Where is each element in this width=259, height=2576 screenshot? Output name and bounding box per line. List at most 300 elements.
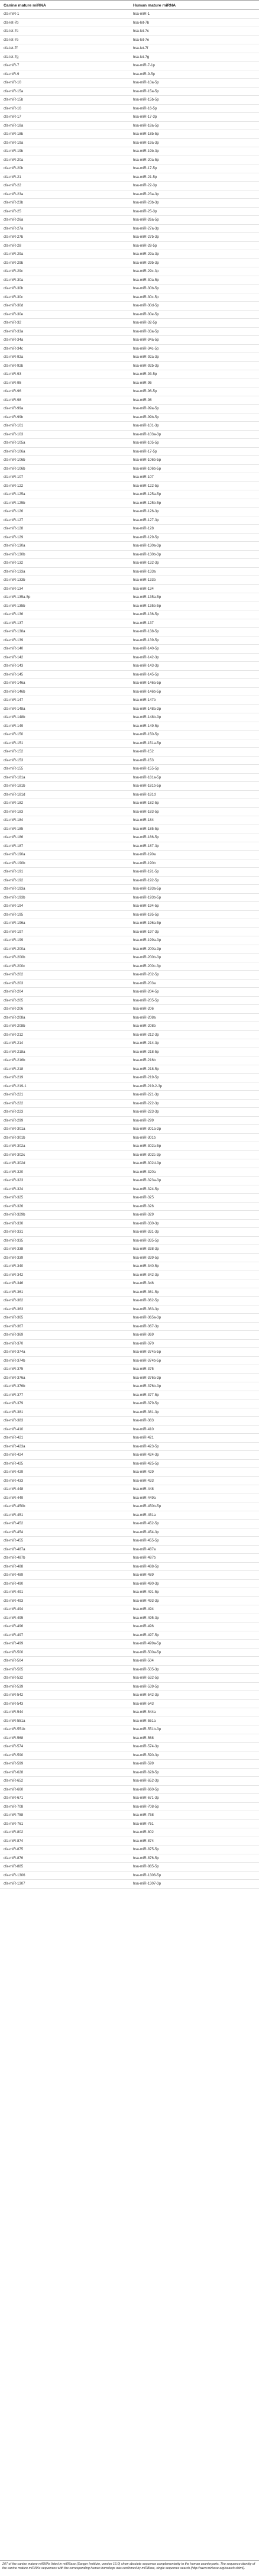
human-mirna-cell: hsa-miR-338-3p xyxy=(133,1247,159,1251)
human-mirna-cell: hsa-miR-182-5p xyxy=(133,801,159,805)
table-row xyxy=(0,353,259,362)
human-mirna-cell: hsa-miR-26a-5p xyxy=(133,218,159,222)
table-row xyxy=(0,267,259,276)
human-mirna-cell: hsa-miR-99b-5p xyxy=(133,415,159,419)
human-mirna-cell: hsa-miR-9-5p xyxy=(133,72,155,76)
table-row xyxy=(0,105,259,114)
human-mirna-cell: hsa-miR-134 xyxy=(133,586,154,591)
canine-mirna-cell: cfa-miR-126 xyxy=(4,509,24,513)
canine-mirna-cell: cfa-miR-374b xyxy=(4,1358,25,1363)
table-row xyxy=(0,473,259,482)
canine-mirna-cell: cfa-miR-361 xyxy=(4,1289,24,1294)
table-row xyxy=(0,1399,259,1408)
table-row xyxy=(0,44,259,53)
canine-mirna-cell: cfa-let-7f xyxy=(4,46,18,50)
table-row xyxy=(0,748,259,757)
human-mirna-cell: hsa-miR-133a xyxy=(133,569,156,574)
canine-mirna-cell: cfa-miR-454 xyxy=(4,1530,24,1534)
human-mirna-cell: hsa-miR-455-5p xyxy=(133,1539,159,1543)
human-mirna-cell: hsa-miR-574-3p xyxy=(133,1744,159,1748)
human-mirna-cell: hsa-miR-539-5p xyxy=(133,1684,159,1689)
human-mirna-cell: hsa-miR-193b-5p xyxy=(133,895,161,900)
table-row xyxy=(0,1426,259,1434)
table-row xyxy=(0,1734,259,1743)
canine-mirna-cell: cfa-miR-494 xyxy=(4,1607,24,1611)
human-mirna-cell: hsa-miR-208a xyxy=(133,1015,156,1020)
table-row xyxy=(0,1571,259,1580)
table-row xyxy=(0,516,259,525)
table-row xyxy=(0,302,259,311)
human-mirna-cell: hsa-miR-219-2-3p xyxy=(133,1084,163,1088)
human-mirna-cell: hsa-miR-92b-3p xyxy=(133,363,159,368)
canine-mirna-cell: cfa-miR-491 xyxy=(4,1590,24,1594)
human-mirna-cell: hsa-miR-29b-3p xyxy=(133,260,159,265)
human-mirna-cell: hsa-miR-543 xyxy=(133,1701,154,1706)
table-row xyxy=(0,1159,259,1168)
human-mirna-cell: hsa-miR-135a-5p xyxy=(133,595,161,599)
human-mirna-cell: hsa-miR-424-3p xyxy=(133,1453,159,1457)
human-mirna-cell: hsa-miR-1 xyxy=(133,12,150,16)
table-row xyxy=(0,1348,259,1357)
human-mirna-cell: hsa-miR-376a-3p xyxy=(133,1375,161,1380)
human-mirna-cell: hsa-miR-146a-5p xyxy=(133,681,161,685)
human-mirna-cell: hsa-miR-29c-3p xyxy=(133,269,159,273)
human-mirna-cell: hsa-miR-429 xyxy=(133,1470,154,1474)
human-mirna-cell: hsa-miR-23b-3p xyxy=(133,201,159,205)
canine-mirna-cell: cfa-miR-200a xyxy=(4,946,25,951)
canine-mirna-cell: cfa-miR-93 xyxy=(4,372,21,376)
human-mirna-cell: hsa-miR-30e-5p xyxy=(133,312,159,316)
table-row xyxy=(0,988,259,997)
canine-mirna-cell: cfa-miR-758 xyxy=(4,1813,24,1817)
human-mirna-cell: hsa-miR-181a-5p xyxy=(133,775,161,780)
canine-mirna-cell: cfa-miR-26a xyxy=(4,218,24,222)
canine-mirna-cell: cfa-miR-335 xyxy=(4,1238,24,1243)
table-row xyxy=(0,113,259,122)
table-row xyxy=(0,722,259,731)
human-mirna-cell: hsa-miR-17-3p xyxy=(133,115,157,119)
table-row xyxy=(0,534,259,542)
table-row xyxy=(0,1674,259,1683)
table-row xyxy=(0,602,259,611)
table-row xyxy=(0,662,259,671)
human-mirna-cell: hsa-miR-181b-5p xyxy=(133,784,161,788)
table-row xyxy=(0,1580,259,1589)
human-mirna-cell: hsa-miR-885-5p xyxy=(133,1864,159,1869)
table-row xyxy=(0,1443,259,1452)
human-mirna-cell: hsa-miR-30a-5p xyxy=(133,277,159,282)
table-row xyxy=(0,1391,259,1400)
canine-mirna-cell: cfa-miR-190b xyxy=(4,861,25,865)
table-row xyxy=(0,1305,259,1314)
table-row xyxy=(0,808,259,817)
canine-mirna-cell: cfa-miR-193b xyxy=(4,895,25,900)
table-row xyxy=(0,225,259,234)
canine-mirna-cell: cfa-miR-30c xyxy=(4,295,23,299)
human-mirna-cell: hsa-miR-370 xyxy=(133,1341,154,1346)
canine-mirna-cell: cfa-miR-196a xyxy=(4,921,25,925)
table-row xyxy=(0,1451,259,1460)
human-mirna-cell: hsa-miR-599 xyxy=(133,1761,154,1766)
canine-mirna-cell: cfa-miR-193a xyxy=(4,887,25,891)
human-mirna-cell: hsa-miR-30d-5p xyxy=(133,303,159,308)
table-row xyxy=(0,568,259,577)
human-mirna-cell: hsa-miR-23a-3p xyxy=(133,192,159,196)
table-row xyxy=(0,1408,259,1417)
human-mirna-cell: hsa-miR-551a xyxy=(133,1718,156,1723)
table-row xyxy=(0,576,259,585)
table-row xyxy=(0,1108,259,1117)
table-row xyxy=(0,868,259,877)
canine-mirna-cell: cfa-miR-212 xyxy=(4,1032,24,1037)
canine-mirna-cell: cfa-miR-122 xyxy=(4,483,24,488)
table-row xyxy=(0,1863,259,1872)
table-row xyxy=(0,53,259,62)
human-mirna-cell: hsa-miR-326 xyxy=(133,1204,154,1208)
table-row xyxy=(0,1725,259,1734)
human-mirna-cell: hsa-miR-155-5p xyxy=(133,767,159,771)
human-mirna-cell: hsa-miR-105-5p xyxy=(133,441,159,445)
canine-mirna-cell: cfa-miR-487b xyxy=(4,1556,25,1560)
human-mirna-cell: hsa-miR-628-5p xyxy=(133,1770,159,1775)
table-row xyxy=(0,1048,259,1057)
canine-mirna-cell: cfa-miR-135b xyxy=(4,603,25,608)
canine-mirna-cell: cfa-miR-628 xyxy=(4,1770,24,1775)
canine-mirna-cell: cfa-miR-802 xyxy=(4,1830,24,1834)
human-mirna-cell: hsa-miR-99a-5p xyxy=(133,406,159,411)
table-row xyxy=(0,1854,259,1863)
human-mirna-cell: hsa-miR-421 xyxy=(133,1436,154,1440)
canine-mirna-cell: cfa-miR-27a xyxy=(4,226,24,231)
canine-mirna-cell: cfa-miR-599 xyxy=(4,1761,24,1766)
table-header xyxy=(0,0,259,10)
human-mirna-cell: hsa-miR-331-3p xyxy=(133,1230,159,1234)
canine-mirna-cell: cfa-miR-30d xyxy=(4,303,24,308)
canine-mirna-cell: cfa-miR-18a xyxy=(4,123,24,128)
canine-mirna-cell: cfa-miR-33a xyxy=(4,329,24,334)
canine-mirna-cell: cfa-miR-590 xyxy=(4,1753,24,1757)
table-row xyxy=(0,1022,259,1031)
canine-mirna-cell: cfa-miR-219-1 xyxy=(4,1084,27,1088)
human-mirna-cell: hsa-let-7g xyxy=(133,54,150,59)
canine-mirna-cell: cfa-miR-1306 xyxy=(4,1873,25,1877)
human-mirna-cell: hsa-miR-203a xyxy=(133,981,156,985)
canine-mirna-cell: cfa-let-7g xyxy=(4,54,19,59)
canine-mirna-cell: cfa-miR-885 xyxy=(4,1864,24,1869)
human-mirna-cell: hsa-miR-219-5p xyxy=(133,1075,159,1079)
canine-mirna-cell: cfa-miR-15b xyxy=(4,98,24,102)
canine-mirna-cell: cfa-miR-155 xyxy=(4,767,24,771)
canine-mirna-cell: cfa-miR-145 xyxy=(4,672,24,677)
canine-mirna-cell: cfa-miR-106a xyxy=(4,449,25,454)
table-row xyxy=(0,1683,259,1692)
human-mirna-cell: hsa-miR-452-5p xyxy=(133,1521,159,1525)
canine-mirna-cell: cfa-miR-323 xyxy=(4,1178,24,1182)
table-row xyxy=(0,1005,259,1014)
table-row xyxy=(0,1228,259,1237)
table-row xyxy=(0,250,259,259)
canine-mirna-cell: cfa-miR-30b xyxy=(4,286,24,290)
human-mirna-cell: hsa-miR-10a-5p xyxy=(133,80,159,85)
canine-mirna-cell: cfa-miR-375 xyxy=(4,1367,24,1371)
human-mirna-cell: hsa-miR-107 xyxy=(133,475,154,479)
human-mirna-cell: hsa-miR-1306-5p xyxy=(133,1873,161,1877)
human-mirna-cell: hsa-miR-335-5p xyxy=(133,1238,159,1243)
canine-mirna-cell: cfa-miR-346 xyxy=(4,1281,24,1285)
canine-mirna-cell: cfa-miR-20a xyxy=(4,157,24,162)
canine-mirna-cell: cfa-miR-326 xyxy=(4,1204,24,1208)
canine-mirna-cell: cfa-miR-197 xyxy=(4,929,24,934)
human-mirna-cell: hsa-miR-299 xyxy=(133,1118,154,1123)
table-row xyxy=(0,1657,259,1666)
table-row xyxy=(0,1117,259,1126)
human-mirna-cell: hsa-miR-27b-3p xyxy=(133,235,159,239)
table-row xyxy=(0,1845,259,1854)
table-row xyxy=(0,233,259,242)
canine-mirna-cell: cfa-miR-130b xyxy=(4,552,25,557)
human-mirna-cell: hsa-miR-374b-5p xyxy=(133,1358,161,1363)
canine-mirna-cell: cfa-miR-574 xyxy=(4,1744,24,1748)
human-mirna-cell: hsa-miR-92a-3p xyxy=(133,355,159,359)
human-mirna-cell: hsa-miR-152 xyxy=(133,749,154,754)
table-row xyxy=(0,156,259,165)
table-row xyxy=(0,1365,259,1374)
canine-mirna-cell: cfa-miR-15a xyxy=(4,89,24,93)
table-row xyxy=(0,448,259,457)
canine-mirna-cell: cfa-miR-187 xyxy=(4,843,24,848)
human-mirna-cell: hsa-miR-126-3p xyxy=(133,509,159,513)
human-mirna-cell: hsa-miR-302d-3p xyxy=(133,1161,161,1165)
human-mirna-cell: hsa-miR-185-5p xyxy=(133,826,159,831)
table-row xyxy=(0,542,259,551)
table-row xyxy=(0,1614,259,1623)
canine-mirna-cell: cfa-miR-424 xyxy=(4,1453,24,1457)
canine-mirna-cell: cfa-miR-138a xyxy=(4,629,25,634)
table-row xyxy=(0,559,259,568)
canine-mirna-cell: cfa-miR-532 xyxy=(4,1676,24,1680)
table-row xyxy=(0,636,259,645)
table-row xyxy=(0,79,259,88)
canine-mirna-cell: cfa-miR-874 xyxy=(4,1838,24,1843)
human-mirna-cell: hsa-miR-17-5p xyxy=(133,166,157,170)
table-row xyxy=(0,88,259,96)
table-row xyxy=(0,1811,259,1820)
table-row xyxy=(0,285,259,293)
canine-mirna-cell: cfa-miR-181a xyxy=(4,775,25,780)
canine-mirna-cell: cfa-miR-301b xyxy=(4,1135,25,1140)
table-row xyxy=(0,1769,259,1777)
canine-mirna-cell: cfa-miR-302a xyxy=(4,1144,25,1148)
table-row xyxy=(0,1100,259,1108)
table-row xyxy=(0,276,259,285)
human-mirna-cell: hsa-miR-505-3p xyxy=(133,1667,159,1672)
canine-mirna-cell: cfa-miR-203 xyxy=(4,981,24,985)
human-mirna-cell: hsa-miR-551b-3p xyxy=(133,1727,161,1731)
table-row xyxy=(0,490,259,499)
canine-mirna-cell: cfa-miR-125b xyxy=(4,500,25,505)
human-mirna-cell: hsa-miR-129-5p xyxy=(133,535,159,539)
canine-mirna-cell: cfa-miR-202 xyxy=(4,972,24,977)
human-mirna-cell: hsa-miR-34a-5p xyxy=(133,338,159,342)
human-mirna-cell: hsa-miR-342-3p xyxy=(133,1272,159,1277)
table-row xyxy=(0,1820,259,1829)
table-row xyxy=(0,628,259,636)
table-row xyxy=(0,1142,259,1151)
human-mirna-cell: hsa-miR-374a-5p xyxy=(133,1350,161,1354)
canine-mirna-cell: cfa-miR-95 xyxy=(4,380,21,385)
canine-mirna-cell: cfa-miR-410 xyxy=(4,1427,24,1431)
human-mirna-cell: hsa-miR-93-5p xyxy=(133,372,157,376)
table-row xyxy=(0,825,259,834)
human-mirna-cell: hsa-miR-95 xyxy=(133,380,152,385)
canine-mirna-cell: cfa-miR-149 xyxy=(4,723,24,728)
canine-mirna-cell: cfa-miR-221 xyxy=(4,1093,24,1097)
canine-mirna-cell: cfa-miR-199 xyxy=(4,938,24,942)
human-mirna-cell: hsa-miR-214-3p xyxy=(133,1041,159,1045)
table-row xyxy=(0,1134,259,1143)
table-row xyxy=(0,164,259,173)
human-mirna-cell: hsa-miR-30b-5p xyxy=(133,286,159,290)
table-row xyxy=(0,1014,259,1023)
canine-mirna-cell: cfa-miR-325 xyxy=(4,1195,24,1200)
canine-mirna-cell: cfa-miR-329b xyxy=(4,1213,25,1217)
column-header-human: Human mature miRNA xyxy=(133,4,176,8)
canine-mirna-cell: cfa-miR-208b xyxy=(4,1024,25,1028)
table-row xyxy=(0,654,259,662)
table-row xyxy=(0,1803,259,1812)
table-row xyxy=(0,1074,259,1082)
canine-mirna-cell: cfa-miR-551a xyxy=(4,1718,25,1723)
human-mirna-cell: hsa-miR-377-5p xyxy=(133,1392,159,1397)
human-mirna-cell: hsa-miR-103a-3p xyxy=(133,432,161,437)
table-row xyxy=(0,1091,259,1100)
table-row xyxy=(0,422,259,431)
canine-mirna-cell: cfa-miR-450b xyxy=(4,1504,25,1508)
human-mirna-cell: hsa-miR-146b-5p xyxy=(133,689,161,694)
table-row xyxy=(0,1194,259,1203)
human-mirna-cell: hsa-miR-876-5p xyxy=(133,1856,159,1860)
table-row xyxy=(0,1554,259,1563)
canine-mirna-cell: cfa-miR-200c xyxy=(4,964,25,968)
canine-mirna-cell: cfa-miR-219 xyxy=(4,1075,24,1079)
canine-mirna-cell: cfa-miR-195 xyxy=(4,912,24,917)
canine-mirna-cell: cfa-miR-218a xyxy=(4,1049,25,1054)
table-row xyxy=(0,413,259,422)
table-row xyxy=(0,1794,259,1803)
canine-mirna-cell: cfa-miR-216b xyxy=(4,1058,25,1062)
table-row xyxy=(0,405,259,413)
canine-mirna-cell: cfa-miR-383 xyxy=(4,1418,24,1423)
canine-mirna-cell: cfa-miR-135a-5p xyxy=(4,595,31,599)
canine-mirna-cell: cfa-miR-17 xyxy=(4,115,21,119)
canine-mirna-cell: cfa-miR-367 xyxy=(4,1324,24,1329)
canine-mirna-cell: cfa-miR-98 xyxy=(4,397,21,402)
canine-mirna-cell: cfa-miR-22 xyxy=(4,183,21,188)
canine-mirna-cell: cfa-miR-103 xyxy=(4,432,24,437)
table-row xyxy=(0,1125,259,1134)
canine-mirna-cell: cfa-miR-425 xyxy=(4,1461,24,1466)
table-row xyxy=(0,345,259,354)
canine-mirna-cell: cfa-miR-365 xyxy=(4,1316,24,1320)
human-mirna-cell: hsa-miR-205-5p xyxy=(133,998,159,1003)
table-row xyxy=(0,122,259,131)
human-mirna-cell: hsa-miR-323a-3p xyxy=(133,1178,161,1182)
human-mirna-cell: hsa-miR-218-5p xyxy=(133,1049,159,1054)
human-mirna-cell: hsa-miR-454-3p xyxy=(133,1530,159,1534)
canine-mirna-cell: cfa-miR-504 xyxy=(4,1659,24,1663)
table-row xyxy=(0,885,259,894)
table-row xyxy=(0,139,259,148)
canine-mirna-cell: cfa-miR-363 xyxy=(4,1307,24,1311)
human-mirna-cell: hsa-miR-106b-5p xyxy=(133,466,161,471)
table-row xyxy=(0,1477,259,1486)
table-row xyxy=(0,431,259,439)
table-row xyxy=(0,242,259,251)
table-row xyxy=(0,336,259,345)
canine-mirna-cell: cfa-miR-29c xyxy=(4,269,23,273)
canine-mirna-cell: cfa-miR-671 xyxy=(4,1796,24,1800)
table-row xyxy=(0,1340,259,1349)
table-row xyxy=(0,1777,259,1786)
table-row xyxy=(0,1872,259,1880)
table-row xyxy=(0,1520,259,1528)
table-row xyxy=(0,259,259,268)
human-mirna-cell: hsa-miR-190b xyxy=(133,861,156,865)
table-row xyxy=(0,10,259,19)
human-mirna-cell: hsa-miR-652-3p xyxy=(133,1779,159,1783)
table-row xyxy=(0,1177,259,1185)
table-row xyxy=(0,739,259,748)
human-mirna-cell: hsa-miR-132-3p xyxy=(133,561,159,565)
human-mirna-cell: hsa-miR-27a-3p xyxy=(133,226,159,231)
table-row xyxy=(0,894,259,903)
canine-mirna-cell: cfa-miR-191 xyxy=(4,870,24,874)
human-mirna-cell: hsa-miR-212-3p xyxy=(133,1032,159,1037)
canine-mirna-cell: cfa-miR-708 xyxy=(4,1804,24,1809)
human-mirna-cell: hsa-miR-17-5p xyxy=(133,449,157,454)
canine-mirna-cell: cfa-miR-222 xyxy=(4,1101,24,1106)
canine-mirna-cell: cfa-miR-146b xyxy=(4,689,25,694)
table-row xyxy=(0,1031,259,1040)
canine-mirna-cell: cfa-miR-500 xyxy=(4,1650,24,1654)
table-row xyxy=(0,293,259,302)
table-row xyxy=(0,842,259,851)
canine-mirna-cell: cfa-miR-490 xyxy=(4,1581,24,1586)
human-mirna-cell: hsa-miR-33a-5p xyxy=(133,329,159,334)
canine-mirna-cell: cfa-miR-433 xyxy=(4,1478,24,1483)
human-mirna-cell: hsa-miR-325 xyxy=(133,1195,154,1200)
canine-mirna-cell: cfa-miR-133b xyxy=(4,578,25,582)
canine-mirna-cell: cfa-miR-130a xyxy=(4,544,25,548)
human-mirna-cell: hsa-miR-330-3p xyxy=(133,1221,159,1226)
table-row xyxy=(0,319,259,328)
table-row xyxy=(0,816,259,825)
human-mirna-cell: hsa-miR-183-5p xyxy=(133,809,159,814)
canine-mirna-cell: cfa-miR-302c xyxy=(4,1152,25,1157)
human-mirna-cell: hsa-miR-758 xyxy=(133,1813,154,1817)
human-mirna-cell: hsa-miR-187-3p xyxy=(133,843,159,848)
canine-mirna-cell: cfa-miR-206 xyxy=(4,1007,24,1011)
table-row xyxy=(0,525,259,534)
table-row xyxy=(0,370,259,379)
table-row xyxy=(0,1460,259,1469)
human-mirna-cell: hsa-miR-29a-3p xyxy=(133,252,159,256)
table-row xyxy=(0,456,259,465)
canine-mirna-cell: cfa-miR-129 xyxy=(4,535,24,539)
human-mirna-cell: hsa-miR-495-3p xyxy=(133,1615,159,1620)
canine-mirna-cell: cfa-miR-489 xyxy=(4,1573,24,1577)
human-mirna-cell: hsa-miR-150-5p xyxy=(133,732,159,736)
